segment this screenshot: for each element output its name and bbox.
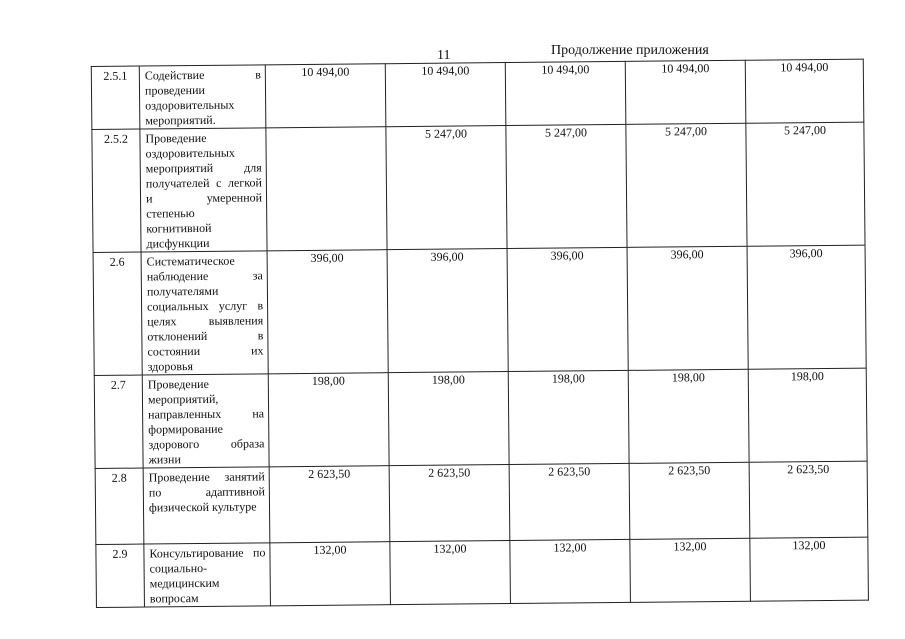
cost-cell: 132,00 [510,539,631,603]
cost-cell: 198,00 [508,370,629,464]
appendix-continuation-caption: Продолжение приложения [551,43,709,58]
row-number: 2.9 [96,544,145,607]
cost-cell: 396,00 [507,247,628,371]
cost-cell: 132,00 [750,537,869,601]
cost-cell: 5 247,00 [626,123,747,247]
cost-cell: 10 494,00 [745,59,864,123]
table-row [93,245,866,375]
cost-cell: 5 247,00 [506,124,627,248]
cost-cell: 10 494,00 [505,61,626,125]
service-name: Проведение мероприятий, направленных на формирование здорового образа жизни [142,374,269,468]
table-row [92,122,865,252]
cost-cell: 132,00 [390,541,511,605]
table-row [95,461,868,544]
cost-cell: 2 623,50 [509,463,630,540]
cost-cell: 396,00 [267,250,388,374]
row-number: 2.5.2 [92,129,141,252]
page-number: 11 [437,48,451,63]
cost-cell: 396,00 [747,245,866,369]
cost-cell: 2 623,50 [389,465,510,542]
cost-cell: 2 623,50 [749,461,868,538]
service-name: Систематическое наблюдение за получателями социальных услуг в целях выявления отклонений в состоянии их здоровья [141,251,268,375]
service-name: Проведение оздоровительных мероприятий для получателей с легкой и умеренной степенью когнитивной дисфункции [140,128,267,252]
cost-cell: 2 623,50 [629,462,750,539]
cost-cell: 10 494,00 [625,60,746,124]
cost-cell: 10 494,00 [265,64,386,128]
cost-cell: 198,00 [388,372,509,466]
cost-cell: 396,00 [387,249,508,373]
row-number: 2.6 [93,252,142,375]
service-name: Содействие в проведении оздоровительных мероприятий. [139,65,266,129]
service-name: Проведение занятий по адаптивной физической культуре [143,467,270,544]
cost-cell: 2 623,50 [269,466,390,543]
service-name: Консультирование по социально-медицинским вопросам [144,543,271,607]
row-number: 2.7 [94,375,143,468]
table-row [96,537,869,607]
cost-cell [266,127,387,251]
table-row [94,368,867,468]
cost-cell: 396,00 [627,246,748,370]
cost-cell: 198,00 [628,369,749,463]
cost-cell: 132,00 [270,542,391,606]
cost-cell: 132,00 [630,538,751,602]
cost-cell: 10 494,00 [385,63,506,127]
row-number: 2.8 [95,468,144,544]
cost-cell: 198,00 [748,368,867,462]
cost-cell: 5 247,00 [386,126,507,250]
cost-cell: 198,00 [268,373,389,467]
document-sheet [91,59,868,611]
cost-cell: 5 247,00 [746,122,865,246]
table-row [91,59,864,129]
row-number: 2.5.1 [91,66,140,129]
services-cost-table [91,59,869,608]
